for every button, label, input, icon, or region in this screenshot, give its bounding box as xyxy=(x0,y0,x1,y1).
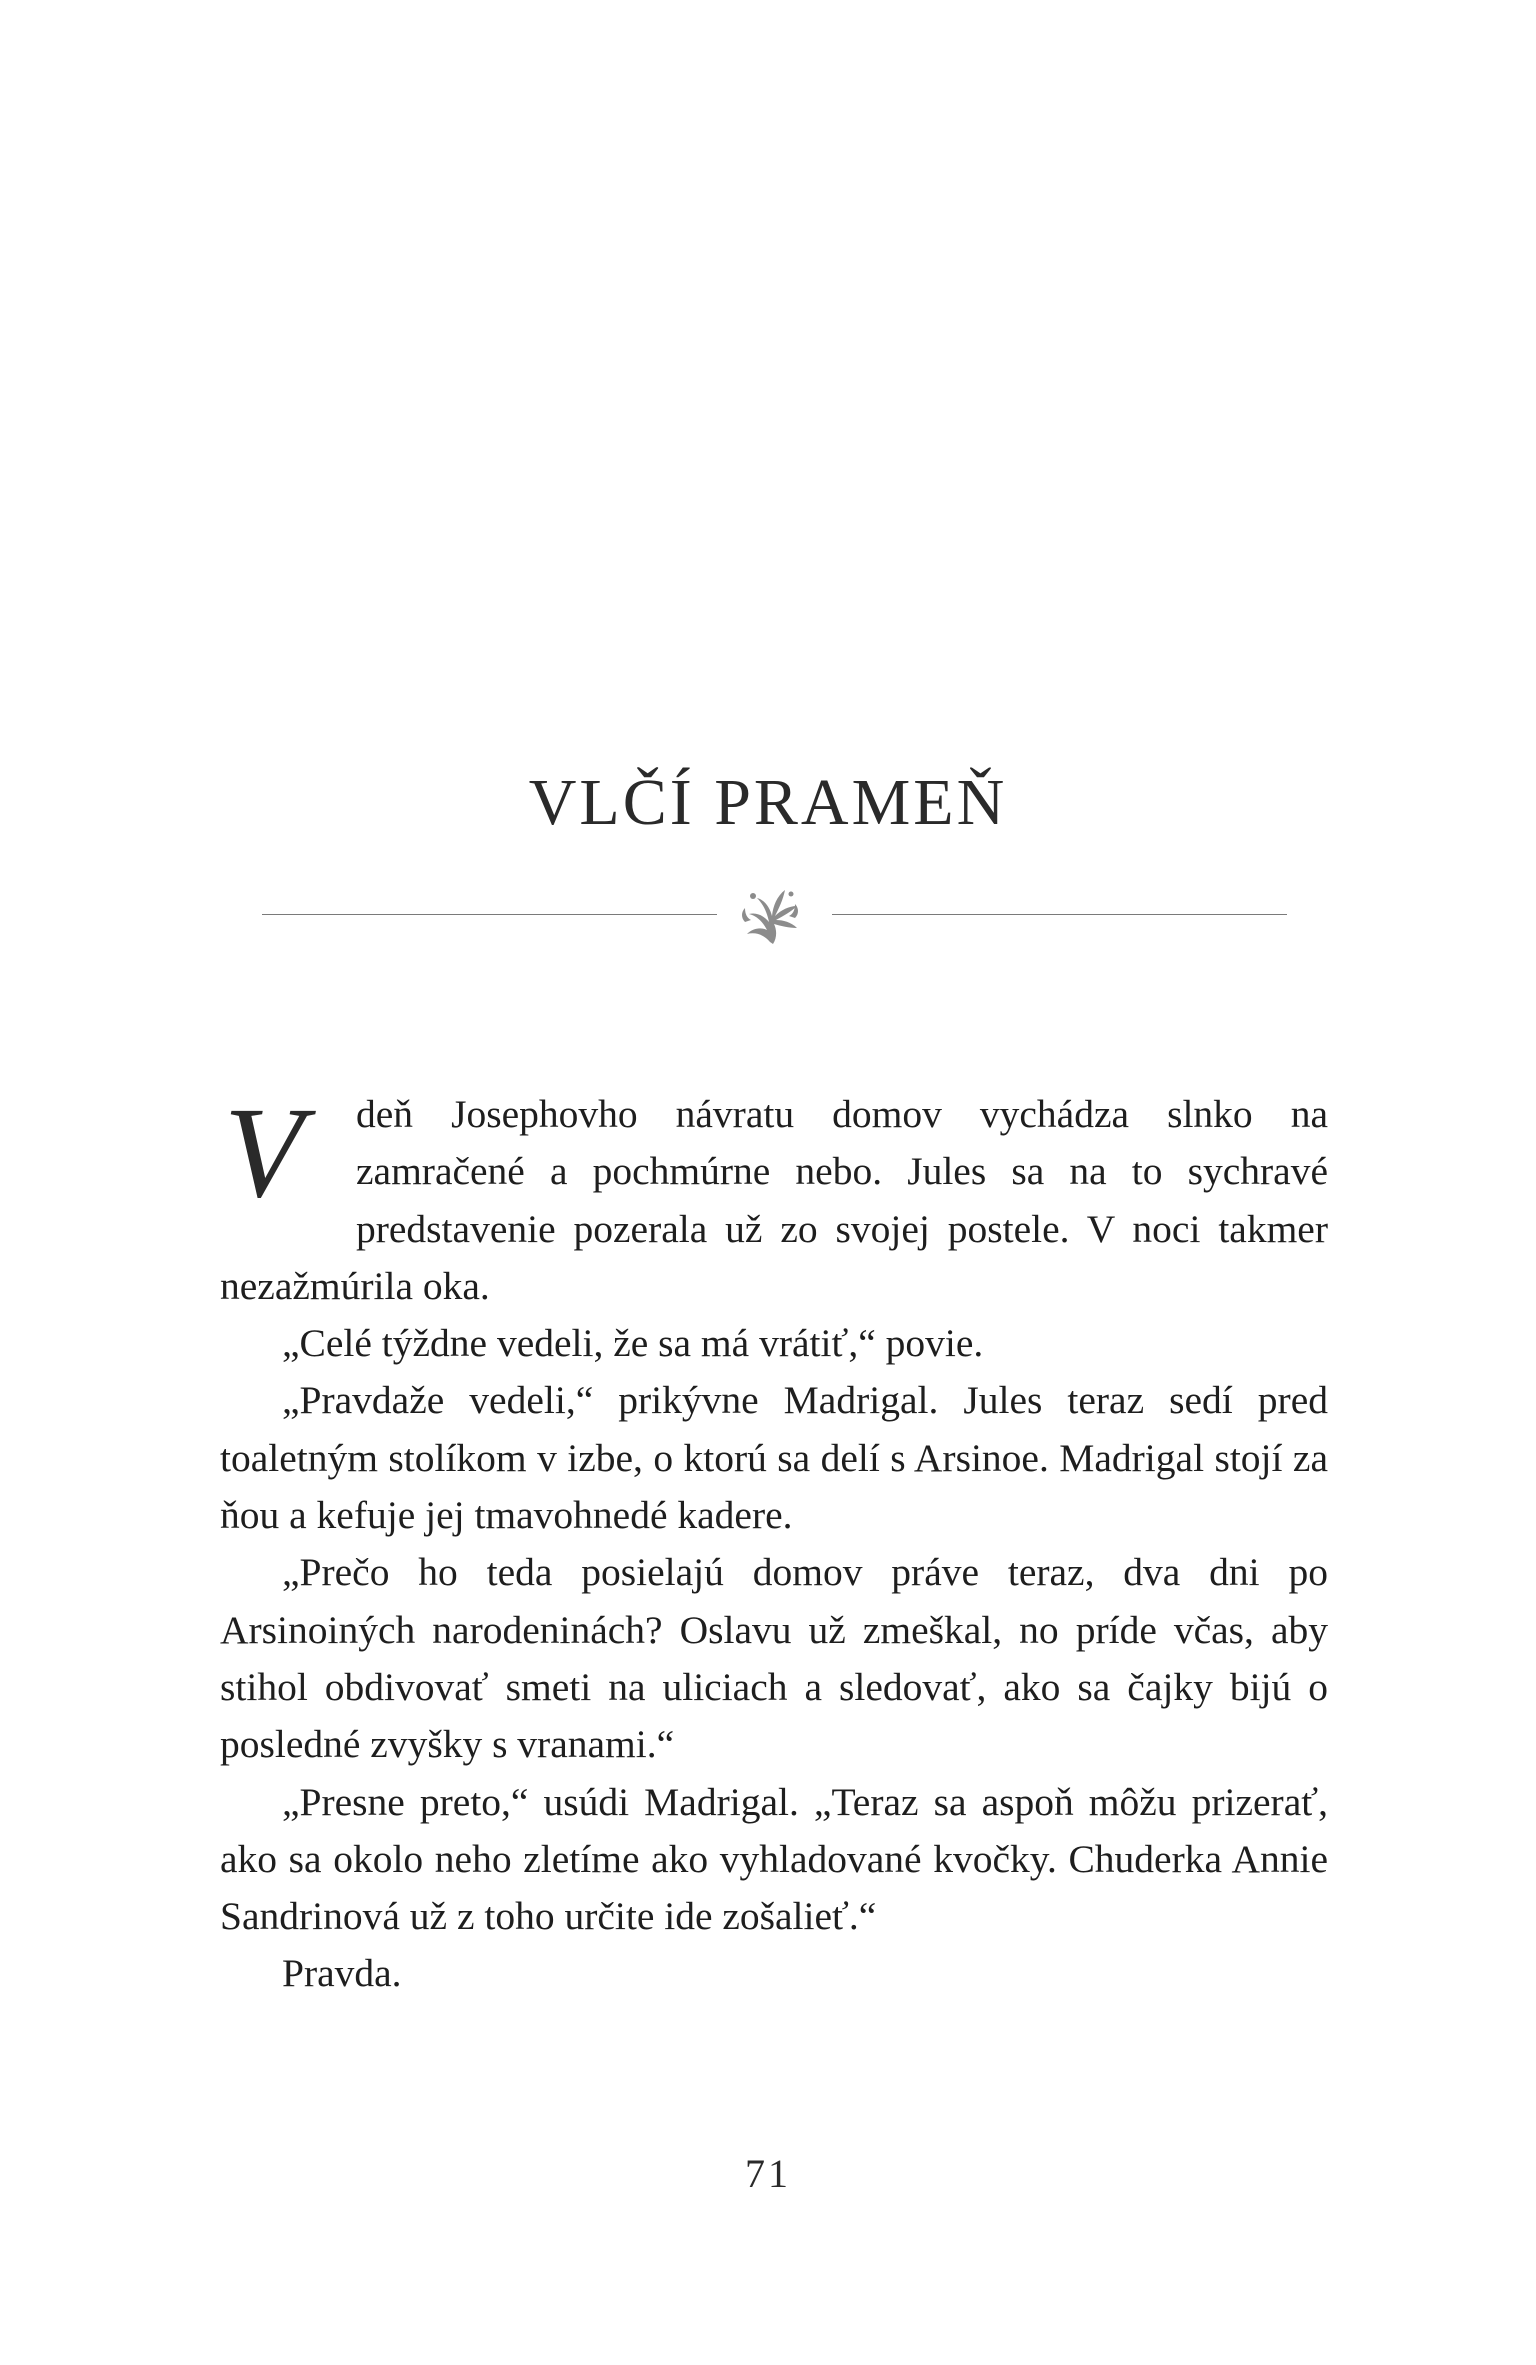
chapter-body xyxy=(220,1086,1328,2003)
paragraph: „Prečo ho teda posielajú domov práve teraz, dva dni po Arsinoiných narodeninách? Oslavu už zmeškal, no príde včas, aby stihol obdivovať smeti na uliciach a sledovať, ako sa čajky bijú o posledné zvyšky s vranami.“ xyxy=(220,1550,1328,1767)
paragraph: „Presne preto,“ usúdi Madrigal. „Teraz sa aspoň môžu prizerať, ako sa okolo neho zletíme ako vyhladované kvočky. Chuderka Annie Sandrinová už z toho určite ide zošalieť.“ xyxy=(220,1779,1328,1939)
opening-paragraph xyxy=(220,1086,1328,1315)
fleuron-icon xyxy=(733,882,807,948)
page-number: 71 xyxy=(745,2151,791,2196)
chapter-title: VLČÍ PRAMEŇ xyxy=(528,766,1008,839)
right-divider-rule xyxy=(832,914,1287,915)
svg-text:V: V xyxy=(224,1092,304,1206)
dropcap-letter xyxy=(220,1092,354,1206)
paragraph: Pravda. xyxy=(282,1951,402,1996)
chapter-ornament xyxy=(0,880,1536,950)
paragraph: „Pravdaže vedeli,“ prikývne Madrigal. Jules teraz sedí pred toaletným stolíkom v izbe, o ktorú sa delí s Arsinoe. Madrigal stojí za ňou a kefuje jej tmavohnedé kadere. xyxy=(220,1378,1328,1538)
paragraph: „Celé týždne vedeli, že sa má vrátiť,“ povie. xyxy=(282,1321,984,1366)
left-divider-rule xyxy=(262,914,717,915)
paragraph-text: deň Josephovho návratu domov vychádza slnko na zamračené a pochmúrne nebo. Jules sa na to sychravé predstavenie pozerala už zo svojej postele. V noci takmer nezažmúrila oka. xyxy=(220,1092,1328,1308)
